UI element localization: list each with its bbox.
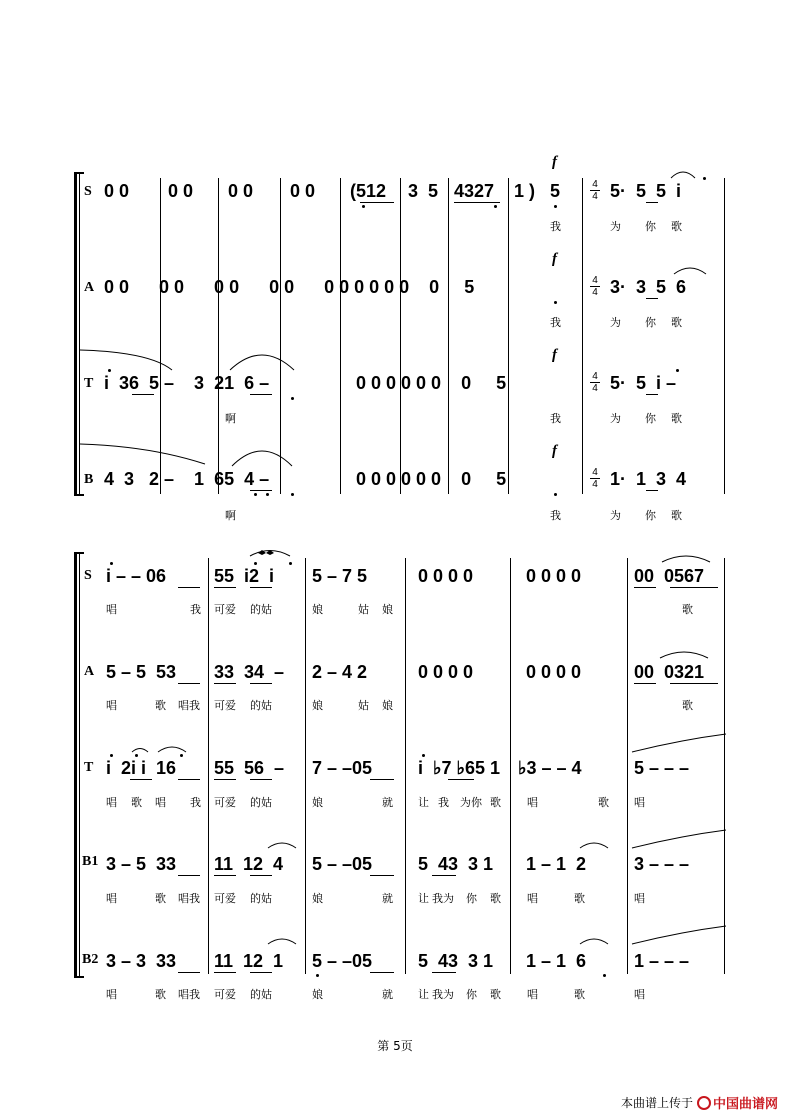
- bracket-bottom-hook: [74, 976, 84, 978]
- lyric: 的姑: [250, 699, 272, 712]
- time-signature-bottom: 4: [592, 383, 598, 394]
- part-label-soprano: S: [84, 184, 92, 199]
- lyric: 可爱: [214, 892, 236, 905]
- bracket-top-hook: [74, 552, 84, 554]
- underline: [370, 779, 394, 780]
- notes-bass1-m3: 5 – –05: [312, 854, 373, 874]
- dynamic-marking: f: [552, 251, 557, 267]
- notes-soprano-m5: 0 0 0 0: [526, 566, 582, 586]
- system-bracket-thin: [79, 172, 80, 496]
- lyric: 娘: [312, 892, 323, 905]
- lyric: 唱: [634, 796, 645, 809]
- lyric: 歌: [671, 220, 682, 233]
- underline: [250, 490, 272, 491]
- lyric: 娘: [312, 699, 323, 712]
- dot-above: [254, 562, 257, 565]
- dot-above: [703, 177, 706, 180]
- lyric: 娘: [312, 603, 323, 616]
- bracket-top-hook: [74, 172, 84, 174]
- underline: [634, 587, 656, 588]
- notes-bass1-m5: 1 – 1 2: [526, 854, 587, 874]
- lyric: 就: [382, 796, 393, 809]
- time-signature-line: [590, 478, 600, 479]
- lyric: 我: [190, 603, 201, 616]
- dot-above: [289, 562, 292, 565]
- underline: [178, 683, 200, 684]
- dot-above: [110, 562, 113, 565]
- notes-tenor-b: 0 0 0 0 0 0 0 5: [356, 373, 507, 393]
- part-label-tenor: T: [84, 760, 94, 775]
- slur: [268, 939, 296, 944]
- notes-bass2-m1: 3 – 3 33: [106, 951, 177, 971]
- time-signature-top: 4: [592, 179, 598, 190]
- underline: [250, 683, 272, 684]
- dot-above: [110, 754, 113, 757]
- time-signature-top: 4: [592, 467, 598, 478]
- notes-soprano-m2: 55 i2 i: [214, 566, 275, 586]
- underline: [130, 779, 152, 780]
- lyric: 我为: [432, 892, 454, 905]
- slur: [80, 444, 205, 464]
- lyric: 唱: [634, 892, 645, 905]
- lyric: 唱: [106, 796, 117, 809]
- underline: [250, 587, 272, 588]
- lyric: 我: [190, 796, 201, 809]
- dot-below: [554, 301, 557, 304]
- barline: [305, 558, 306, 974]
- lyric: 歌: [490, 892, 501, 905]
- time-signature-top: 4: [592, 371, 598, 382]
- lyric: 唱: [155, 796, 166, 809]
- slur: [250, 551, 290, 557]
- slur: [580, 939, 608, 944]
- notes-tenor-m5: ♭3 – – 4: [518, 758, 582, 778]
- dot-above: [108, 369, 111, 372]
- lyric: 啊: [225, 509, 236, 522]
- notes-alto-m6: 00 0321: [634, 662, 705, 682]
- notes-bass1-m4: 5 43 3 1: [418, 854, 494, 874]
- dot-above: [676, 369, 679, 372]
- part-label-tenor: T: [84, 376, 94, 391]
- notes-bass2-m2: 11 12 1: [214, 951, 284, 971]
- notes-tenor: i 36 5 – 3 21 6 –: [104, 373, 270, 393]
- underline: [250, 779, 272, 780]
- underline: [432, 875, 456, 876]
- lyric: 娘: [382, 603, 393, 616]
- lyric: 可爱: [214, 603, 236, 616]
- upload-credit: [621, 1093, 778, 1112]
- dynamic-marking: f: [552, 443, 557, 459]
- lyric: 歌: [682, 603, 693, 616]
- lyric: 娘: [312, 988, 323, 1001]
- logo-text: 中国曲谱网: [712, 1097, 778, 1112]
- notes-tenor-m2: 55 56 –: [214, 758, 285, 778]
- dot-below: [254, 493, 257, 496]
- lyric: 歌: [131, 796, 142, 809]
- lyric: 娘: [382, 699, 393, 712]
- slur: [660, 652, 708, 658]
- notes-alto-m2: 33 34 –: [214, 662, 285, 682]
- notes-alto-m9: 3· 3 5 6: [610, 277, 687, 297]
- lyric: 为: [610, 220, 621, 233]
- lyric: 让: [418, 796, 429, 809]
- lyric: 为: [610, 509, 621, 522]
- slur: [632, 926, 726, 944]
- underline: [250, 875, 272, 876]
- notes-bass-b: 0 0 0 0 0 0 0 5: [356, 469, 507, 489]
- system-bracket-thin: [79, 552, 80, 978]
- lyric: 唱我: [178, 699, 200, 712]
- underline: [360, 202, 394, 203]
- underline: [670, 683, 718, 684]
- bracket-bottom-hook: [74, 494, 84, 496]
- underline: [214, 779, 236, 780]
- lyric: 歌: [671, 412, 682, 425]
- underline: [250, 972, 272, 973]
- lyric: 就: [382, 892, 393, 905]
- barline: [582, 178, 583, 494]
- slur: [230, 355, 294, 370]
- notes-bass2-m3: 5 – –05: [312, 951, 373, 971]
- slur: [580, 843, 608, 848]
- system-bracket-thick: [74, 172, 77, 496]
- lyric: 我为: [432, 988, 454, 1001]
- slur: [132, 749, 148, 753]
- barline: [340, 178, 341, 494]
- underline: [370, 875, 394, 876]
- part-label-bass2: B2: [82, 952, 99, 967]
- lyric: 唱: [106, 699, 117, 712]
- barline: [510, 558, 511, 974]
- lyric: 我: [550, 509, 561, 522]
- notes-soprano-pickup: 5: [550, 181, 561, 201]
- barline: [724, 558, 725, 974]
- dot-below: [554, 205, 557, 208]
- lyric: 歌: [574, 892, 585, 905]
- ornament-marks: [258, 550, 274, 555]
- underline: [214, 683, 236, 684]
- lyric: 的姑: [250, 988, 272, 1001]
- lyric: 唱: [106, 603, 117, 616]
- underline: [670, 587, 718, 588]
- lyric: 你: [645, 316, 656, 329]
- lyric: 歌: [574, 988, 585, 1001]
- underline: [634, 683, 656, 684]
- barline: [400, 178, 401, 494]
- lyric: 姑: [358, 603, 369, 616]
- underline: [646, 490, 658, 491]
- notes-bass1-m2: 11 12 4: [214, 854, 284, 874]
- lyric: 唱: [527, 892, 538, 905]
- lyric: 唱我: [178, 988, 200, 1001]
- notes-bass-m9: 1· 1 3 4: [610, 469, 687, 489]
- notes-alto-m1: 5 – 5 53: [106, 662, 177, 682]
- slur: [268, 843, 296, 848]
- dynamic-marking: f: [552, 347, 557, 363]
- underline: [132, 394, 154, 395]
- notes-tenor-m3: 7 – –05: [312, 758, 373, 778]
- time-signature-bottom: 4: [592, 191, 598, 202]
- barline: [724, 178, 725, 494]
- barline: [627, 558, 628, 974]
- lyric: 你: [466, 892, 477, 905]
- time-signature-line: [590, 286, 600, 287]
- slur: [674, 268, 706, 274]
- underline: [448, 779, 474, 780]
- part-label-bass: B: [84, 472, 94, 487]
- lyric: 让: [418, 892, 429, 905]
- lyric: 为: [610, 316, 621, 329]
- lyric: 你: [645, 412, 656, 425]
- underline: [250, 394, 272, 395]
- notes-soprano-m4: 0 0 0 0: [418, 566, 474, 586]
- lyric: 为你: [460, 796, 482, 809]
- notes-tenor-m9: 5· 5 i –: [610, 373, 677, 393]
- notes-soprano-m6: 3 5: [408, 181, 439, 201]
- lyric: 我: [438, 796, 449, 809]
- lyric: 歌: [682, 699, 693, 712]
- lyric: 啊: [225, 412, 236, 425]
- slur: [632, 734, 726, 752]
- slur: [662, 556, 710, 562]
- dot-below: [291, 397, 294, 400]
- underline: [178, 972, 200, 973]
- notes-soprano-m9: 5· 5 5 i: [610, 181, 682, 201]
- lyric: 你: [645, 220, 656, 233]
- notes-bass2-m6: 1 – – –: [634, 951, 690, 971]
- underline: [432, 972, 456, 973]
- barline: [448, 178, 449, 494]
- dot-below: [316, 974, 319, 977]
- lyric: 的姑: [250, 603, 272, 616]
- lyric: 歌: [598, 796, 609, 809]
- lyric: 我: [550, 412, 561, 425]
- underline: [214, 972, 236, 973]
- dot-below: [362, 205, 365, 208]
- lyric: 为: [610, 412, 621, 425]
- slur: [232, 451, 292, 466]
- lyric: 的姑: [250, 796, 272, 809]
- underline: [454, 202, 500, 203]
- barline: [208, 558, 209, 974]
- lyric: 唱: [634, 988, 645, 1001]
- notes-soprano-m3: 0 0: [228, 181, 254, 201]
- lyric: 的姑: [250, 892, 272, 905]
- notes-bass: 4 3 2 – 1 65 4 –: [104, 469, 270, 489]
- lyric: 让: [418, 988, 429, 1001]
- dot-below: [494, 205, 497, 208]
- lyric: 歌: [671, 509, 682, 522]
- notes-tenor-m1: i 2i i 16: [106, 758, 177, 778]
- underline: [178, 779, 200, 780]
- notes-soprano-m1: 0 0: [104, 181, 130, 201]
- part-label-bass1: B1: [82, 854, 99, 869]
- lyric: 可爱: [214, 796, 236, 809]
- notes-soprano-m7: 4327: [454, 181, 495, 201]
- lyric: 就: [382, 988, 393, 1001]
- lyric: 唱: [527, 988, 538, 1001]
- notes-tenor-m4: i ♭7 ♭65 1: [418, 758, 501, 778]
- lyric: 歌: [490, 988, 501, 1001]
- notes-soprano-m4: 0 0: [290, 181, 316, 201]
- notes-soprano-m8: 1 ): [514, 181, 536, 201]
- notes-alto-m4: 0 0 0 0: [418, 662, 474, 682]
- notes-alto: 0 0 0 0 0 0 0 0 0 0 0 0 0 0 0 5: [104, 277, 475, 297]
- underline: [646, 298, 658, 299]
- lyric: 娘: [312, 796, 323, 809]
- lyric: 你: [466, 988, 477, 1001]
- dot-below: [554, 493, 557, 496]
- notes-soprano-m6: 00 0567: [634, 566, 705, 586]
- part-label-soprano: S: [84, 568, 92, 583]
- barline: [280, 178, 281, 494]
- lyric: 歌: [671, 316, 682, 329]
- underline: [370, 972, 394, 973]
- time-signature-line: [590, 382, 600, 383]
- notes-bass2-m5: 1 – 1 6: [526, 951, 587, 971]
- lyric: 歌: [155, 988, 166, 1001]
- dot-below: [266, 493, 269, 496]
- lyric: 歌: [155, 892, 166, 905]
- lyric: 我: [550, 220, 561, 233]
- site-logo[interactable]: [697, 1093, 778, 1112]
- dot-above: [180, 754, 183, 757]
- lyric: 我: [550, 316, 561, 329]
- lyric: 唱我: [178, 892, 200, 905]
- underline: [646, 394, 658, 395]
- lyric: 你: [645, 509, 656, 522]
- slur: [80, 350, 172, 370]
- underline: [178, 587, 200, 588]
- dot-above: [422, 754, 425, 757]
- underline: [646, 202, 658, 203]
- lyric: 可爱: [214, 699, 236, 712]
- slur: [158, 747, 186, 752]
- notes-bass1-m6: 3 – – –: [634, 854, 690, 874]
- lyric: 唱: [106, 892, 117, 905]
- time-signature-top: 4: [592, 275, 598, 286]
- logo-icon: [697, 1096, 711, 1110]
- barline: [160, 178, 161, 494]
- upload-text: 本曲谱上传于: [620, 1096, 693, 1110]
- lyric: 歌: [490, 796, 501, 809]
- slur: [671, 172, 695, 178]
- barline: [405, 558, 406, 974]
- dot-above: [135, 754, 138, 757]
- notes-bass1-m1: 3 – 5 33: [106, 854, 177, 874]
- barline: [508, 178, 509, 494]
- part-label-alto: A: [84, 664, 95, 679]
- dot-below: [291, 493, 294, 496]
- time-signature-line: [590, 190, 600, 191]
- lyric: 姑: [358, 699, 369, 712]
- lyric: 歌: [155, 699, 166, 712]
- underline: [214, 587, 236, 588]
- dynamic-marking: f: [552, 154, 557, 170]
- page-number: 第 5页: [377, 1039, 413, 1053]
- notes-tenor-m6: 5 – – –: [634, 758, 690, 778]
- time-signature-bottom: 4: [592, 287, 598, 298]
- system-bracket-thick: [74, 552, 77, 978]
- dot-below: [603, 974, 606, 977]
- barline: [218, 178, 219, 494]
- lyric: 唱: [527, 796, 538, 809]
- notes-soprano-m3: 5 – 7 5: [312, 566, 368, 586]
- notes-alto-m3: 2 – 4 2: [312, 662, 368, 682]
- slur: [632, 830, 726, 848]
- lyric: 唱: [106, 988, 117, 1001]
- time-signature-bottom: 4: [592, 479, 598, 490]
- notes-soprano-m2: 0 0: [168, 181, 194, 201]
- notes-bass2-m4: 5 43 3 1: [418, 951, 494, 971]
- lyric: 可爱: [214, 988, 236, 1001]
- underline: [214, 875, 236, 876]
- underline: [178, 875, 200, 876]
- notes-soprano-m1: i – – 06: [106, 566, 167, 586]
- notes-alto-m5: 0 0 0 0: [526, 662, 582, 682]
- part-label-alto: A: [84, 280, 95, 295]
- notes-soprano-intro: (512: [350, 181, 387, 201]
